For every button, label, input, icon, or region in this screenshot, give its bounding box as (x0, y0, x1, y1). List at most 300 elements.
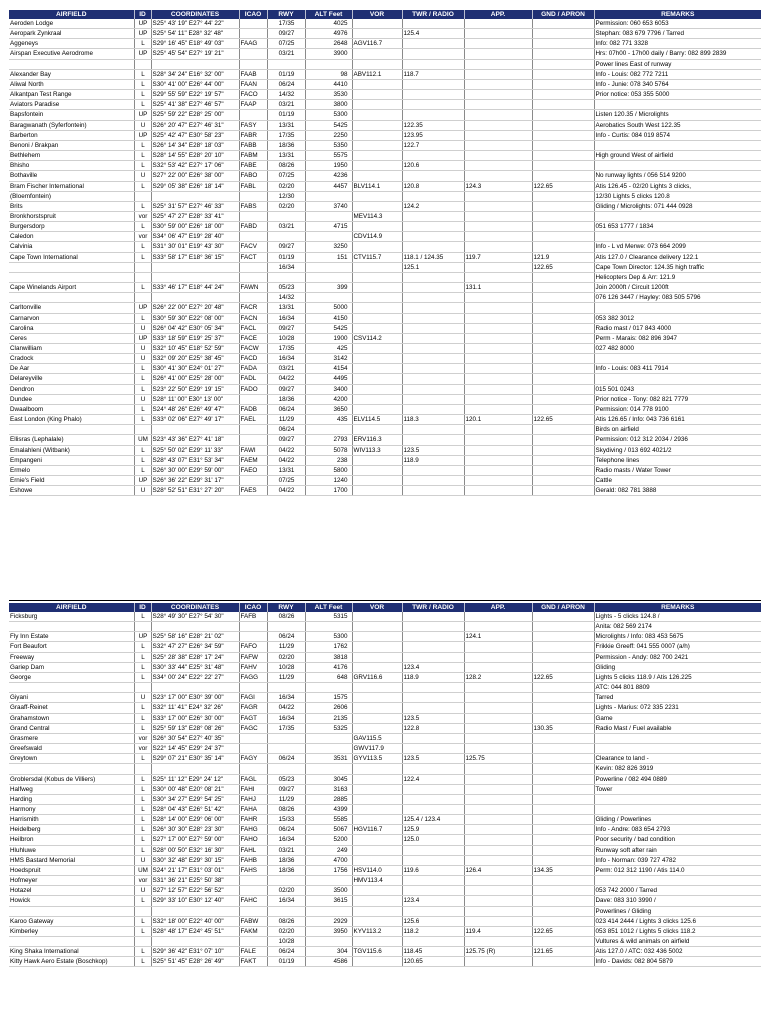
cell-remarks (594, 100, 761, 110)
cell-airfield: Bhisho (9, 161, 134, 171)
cell-app: 125.75 (R) (464, 947, 532, 957)
cell-rwy: 13/31 (267, 120, 305, 130)
cell-icao: FABE (239, 161, 267, 171)
cell-gnd-apron (532, 364, 594, 374)
cell-alt-feet: 2929 (305, 916, 352, 926)
table-row (9, 825, 761, 835)
cell-coordinates: S28° 49' 30" E27° 54' 30" (151, 612, 239, 622)
cell-coordinates: S23° 17' 00" E30° 39' 00" (151, 693, 239, 703)
cell-airfield (9, 59, 134, 69)
cell-twr-radio: 123.5 (402, 713, 464, 723)
cell-vor (352, 161, 402, 171)
cell-id: L (134, 642, 151, 652)
cell-airfield: Bram Fischer International (9, 181, 134, 191)
cell-icao: FAGY (239, 754, 267, 764)
cell-id: L (134, 845, 151, 855)
cell-id: L (134, 242, 151, 252)
cell-icao: FAHB (239, 855, 267, 865)
cell-app (464, 957, 532, 967)
cell-id: L (134, 794, 151, 804)
cell-alt-feet: 4495 (305, 374, 352, 384)
cell-alt-feet: 3400 (305, 384, 352, 394)
cell-twr-radio (402, 272, 464, 282)
cell-airfield: Alkantpan Test Range (9, 90, 134, 100)
cell-vor (352, 29, 402, 39)
cell-rwy: 01/19 (267, 957, 305, 967)
cell-twr-radio (402, 855, 464, 865)
cell-rwy: 03/21 (267, 100, 305, 110)
cell-twr-radio (402, 693, 464, 703)
header-icao: ICAO (239, 10, 267, 19)
cell-gnd-apron (532, 232, 594, 242)
cell-remarks: Info - Norman: 039 727 4782 (594, 855, 761, 865)
cell-remarks: Aerobatics South West 122.35 (594, 120, 761, 130)
cell-remarks: Hrs: 07h00 - 17h00 daily / Barry: 082 899 2839 (594, 49, 761, 59)
cell-remarks (594, 161, 761, 171)
cell-id: L (134, 161, 151, 171)
table-row (9, 876, 761, 886)
cell-coordinates: S28° 34' 24" E16° 32' 00" (151, 69, 239, 79)
cell-app (464, 171, 532, 181)
table-header (9, 10, 761, 19)
cell-rwy: 17/35 (267, 723, 305, 733)
cell-alt-feet: 5350 (305, 140, 352, 150)
cell-remarks: Clearance to land - (594, 754, 761, 764)
cell-coordinates: S32° 53' 42" E27° 17' 06" (151, 161, 239, 171)
cell-app (464, 222, 532, 232)
cell-vor (352, 19, 402, 29)
table-row (9, 323, 761, 333)
cell-rwy: 16/34 (267, 313, 305, 323)
cell-alt-feet: 4150 (305, 313, 352, 323)
cell-remarks: No runway lights / 056 514 9200 (594, 171, 761, 181)
table-row (9, 652, 761, 662)
cell-remarks: Perm: 012 312 1190 / Atis 114.0 (594, 865, 761, 875)
cell-airfield (9, 906, 134, 916)
cell-alt-feet: 3045 (305, 774, 352, 784)
cell-rwy: 04/22 (267, 445, 305, 455)
cell-coordinates: S26° 30' 54" E27° 40' 35" (151, 733, 239, 743)
cell-app (464, 876, 532, 886)
cell-alt-feet: 3800 (305, 100, 352, 110)
cell-icao: FALE (239, 947, 267, 957)
cell-id: UP (134, 19, 151, 29)
cell-id: UP (134, 49, 151, 59)
cell-alt-feet: 4154 (305, 364, 352, 374)
table-row (9, 344, 761, 354)
cell-gnd-apron: 122.65 (532, 415, 594, 425)
table-body (9, 19, 761, 496)
cell-alt-feet (305, 764, 352, 774)
cell-twr-radio (402, 703, 464, 713)
table-row (9, 39, 761, 49)
cell-gnd-apron (532, 764, 594, 774)
cell-icao: FABL (239, 181, 267, 191)
cell-gnd-apron (532, 445, 594, 455)
cell-rwy (267, 906, 305, 916)
cell-coordinates: S29° 33' 10" E30° 12' 40" (151, 896, 239, 906)
table-row (9, 19, 761, 29)
table-row (9, 415, 761, 425)
cell-twr-radio (402, 49, 464, 59)
cell-alt-feet: 4410 (305, 79, 352, 89)
cell-vor (352, 652, 402, 662)
cell-vor (352, 130, 402, 140)
cell-app (464, 662, 532, 672)
cell-remarks: Atis 126.65 / Info: 043 736 6161 (594, 415, 761, 425)
cell-app (464, 272, 532, 282)
cell-vor (352, 693, 402, 703)
cell-twr-radio: 125.6 (402, 916, 464, 926)
cell-coordinates: S28° 14' 00" E29° 06' 00" (151, 815, 239, 825)
cell-twr-radio (402, 323, 464, 333)
cell-vor (352, 713, 402, 723)
cell-remarks: 051 653 1777 / 1834 (594, 222, 761, 232)
cell-alt-feet: 1575 (305, 693, 352, 703)
cell-coordinates: S25° 51' 45" E28° 26' 49" (151, 957, 239, 967)
cell-alt-feet: 2648 (305, 39, 352, 49)
cell-app (464, 652, 532, 662)
cell-remarks: 12/30 Lights 5 clicks 120.8 (594, 191, 761, 201)
cell-remarks: Tower (594, 784, 761, 794)
cell-rwy: 18/36 (267, 140, 305, 150)
cell-id: UP (134, 632, 151, 642)
cell-rwy (267, 59, 305, 69)
cell-gnd-apron (532, 130, 594, 140)
cell-icao: FABB (239, 140, 267, 150)
cell-coordinates: S26° 36' 22" E29° 31' 17" (151, 476, 239, 486)
cell-airfield: Calvinia (9, 242, 134, 252)
cell-twr-radio (402, 612, 464, 622)
cell-coordinates: S29° 05' 38" E26° 18' 14" (151, 181, 239, 191)
cell-airfield: Ficksburg (9, 612, 134, 622)
cell-airfield: Alexander Bay (9, 69, 134, 79)
cell-twr-radio (402, 374, 464, 384)
cell-coordinates: S33° 46' 17" E18° 44' 24" (151, 283, 239, 293)
cell-alt-feet: 3500 (305, 886, 352, 896)
cell-twr-radio (402, 384, 464, 394)
cell-app (464, 896, 532, 906)
cell-app (464, 825, 532, 835)
cell-gnd-apron (532, 662, 594, 672)
cell-rwy (267, 744, 305, 754)
cell-remarks: Permission: 060 653 6053 (594, 19, 761, 29)
cell-twr-radio: 122.4 (402, 774, 464, 784)
cell-remarks: Gliding / Microlights: 071 444 0928 (594, 201, 761, 211)
cell-icao (239, 262, 267, 272)
cell-app (464, 59, 532, 69)
cell-icao: FADA (239, 364, 267, 374)
cell-twr-radio (402, 404, 464, 414)
cell-vor (352, 896, 402, 906)
cell-alt-feet: 435 (305, 415, 352, 425)
cell-rwy: 04/22 (267, 374, 305, 384)
cell-icao (239, 425, 267, 435)
cell-app: 119.7 (464, 252, 532, 262)
cell-icao: FAHO (239, 835, 267, 845)
cell-airfield: Carnarvon (9, 313, 134, 323)
cell-rwy: 10/28 (267, 333, 305, 343)
cell-remarks: Helicopters Dep & Arr: 121.9 (594, 272, 761, 282)
cell-airfield: Ceres (9, 333, 134, 343)
cell-vor (352, 272, 402, 282)
cell-twr-radio (402, 100, 464, 110)
table-row (9, 79, 761, 89)
cell-alt-feet: 1950 (305, 161, 352, 171)
cell-icao (239, 110, 267, 120)
cell-icao: FAHS (239, 865, 267, 875)
cell-gnd-apron (532, 784, 594, 794)
cell-gnd-apron (532, 835, 594, 845)
cell-remarks: Prior notice - Tony: 082 821 7779 (594, 394, 761, 404)
cell-vor: KYV113.2 (352, 926, 402, 936)
cell-alt-feet: 5000 (305, 303, 352, 313)
cell-rwy: 01/19 (267, 252, 305, 262)
cell-airfield (9, 683, 134, 693)
cell-app (464, 622, 532, 632)
cell-rwy: 06/24 (267, 404, 305, 414)
cell-app: 128.2 (464, 672, 532, 682)
cell-icao: FAES (239, 486, 267, 496)
cell-app (464, 110, 532, 120)
cell-app: 125.75 (464, 754, 532, 764)
table-row (9, 404, 761, 414)
cell-id: L (134, 201, 151, 211)
cell-alt-feet: 3900 (305, 49, 352, 59)
cell-id: UM (134, 435, 151, 445)
cell-vor (352, 723, 402, 733)
cell-vor: ELV114.5 (352, 415, 402, 425)
cell-app (464, 69, 532, 79)
cell-app (464, 151, 532, 161)
cell-airfield (9, 272, 134, 282)
cell-remarks: Info: 082 771 3328 (594, 39, 761, 49)
table-row (9, 181, 761, 191)
cell-app: 131.1 (464, 283, 532, 293)
cell-remarks: Lights 5 clicks 118.9 / Atis 126.225 (594, 672, 761, 682)
cell-coordinates: S23° 22' 50" E29° 19' 15" (151, 384, 239, 394)
cell-icao: FAGI (239, 693, 267, 703)
cell-coordinates (151, 59, 239, 69)
cell-app (464, 642, 532, 652)
cell-id (134, 906, 151, 916)
cell-rwy: 04/22 (267, 455, 305, 465)
cell-remarks: Kevin: 082 826 3919 (594, 764, 761, 774)
cell-vor (352, 201, 402, 211)
cell-twr-radio: 122.8 (402, 723, 464, 733)
cell-app (464, 486, 532, 496)
cell-airfield: HMS Bastard Memorial (9, 855, 134, 865)
cell-id: L (134, 455, 151, 465)
cell-rwy: 08/26 (267, 161, 305, 171)
table-row (9, 242, 761, 252)
cell-vor (352, 293, 402, 303)
cell-icao (239, 632, 267, 642)
cell-gnd-apron (532, 201, 594, 211)
cell-twr-radio: 123.95 (402, 130, 464, 140)
cell-vor (352, 465, 402, 475)
cell-alt-feet: 5200 (305, 835, 352, 845)
cell-vor (352, 283, 402, 293)
cell-vor (352, 100, 402, 110)
cell-id: L (134, 151, 151, 161)
cell-rwy: 13/31 (267, 465, 305, 475)
cell-twr-radio (402, 242, 464, 252)
cell-airfield: Dendron (9, 384, 134, 394)
cell-vor: WIV113.3 (352, 445, 402, 455)
cell-app (464, 191, 532, 201)
table-header (9, 603, 761, 612)
cell-icao: FAHV (239, 662, 267, 672)
cell-vor (352, 784, 402, 794)
table-row (9, 632, 761, 642)
cell-remarks: Tarred (594, 693, 761, 703)
cell-gnd-apron (532, 774, 594, 784)
cell-remarks: ATC: 044 801 8809 (594, 683, 761, 693)
cell-rwy: 13/31 (267, 151, 305, 161)
cell-icao (239, 733, 267, 743)
cell-id: L (134, 100, 151, 110)
cell-icao: FAKM (239, 926, 267, 936)
cell-id: L (134, 374, 151, 384)
cell-icao: FAHI (239, 784, 267, 794)
cell-remarks (594, 140, 761, 150)
table-row (9, 29, 761, 39)
cell-app (464, 364, 532, 374)
table-row (9, 110, 761, 120)
airfield-table-1 (9, 10, 761, 496)
cell-vor (352, 906, 402, 916)
cell-twr-radio (402, 283, 464, 293)
cell-gnd-apron (532, 283, 594, 293)
cell-id: L (134, 415, 151, 425)
cell-twr-radio: 118.3 (402, 415, 464, 425)
cell-twr-radio (402, 652, 464, 662)
cell-icao: FAEL (239, 415, 267, 425)
cell-remarks: Poor security / bad condition (594, 835, 761, 845)
cell-icao: FAGC (239, 723, 267, 733)
cell-twr-radio (402, 804, 464, 814)
cell-id: U (134, 486, 151, 496)
cell-id: UP (134, 29, 151, 39)
cell-twr-radio (402, 876, 464, 886)
cell-airfield: Emalahleni (Witbank) (9, 445, 134, 455)
cell-alt-feet: 151 (305, 252, 352, 262)
cell-airfield: Dwaalboom (9, 404, 134, 414)
cell-coordinates: S28° 43' 07" E31° 53' 34" (151, 455, 239, 465)
cell-coordinates: S29° 16' 45" E18° 49' 03" (151, 39, 239, 49)
cell-vor (352, 455, 402, 465)
cell-vor (352, 957, 402, 967)
cell-vor (352, 845, 402, 855)
cell-vor (352, 374, 402, 384)
cell-coordinates: S25° 59' 22" E28° 25' 00" (151, 110, 239, 120)
cell-twr-radio (402, 622, 464, 632)
cell-app (464, 465, 532, 475)
cell-app (464, 445, 532, 455)
cell-icao: FABW (239, 916, 267, 926)
cell-id: U (134, 323, 151, 333)
cell-rwy: 11/29 (267, 794, 305, 804)
cell-id: L (134, 222, 151, 232)
cell-gnd-apron (532, 876, 594, 886)
cell-alt-feet: 425 (305, 344, 352, 354)
cell-icao: FASY (239, 120, 267, 130)
cell-app (464, 764, 532, 774)
cell-airfield: Bapsfontein (9, 110, 134, 120)
table-row (9, 232, 761, 242)
cell-vor (352, 835, 402, 845)
header-gnd-apron: GND / APRON (532, 603, 594, 612)
cell-airfield: Harrismith (9, 815, 134, 825)
cell-coordinates: S25° 59' 13" E28° 08' 26" (151, 723, 239, 733)
cell-gnd-apron (532, 69, 594, 79)
cell-alt-feet: 3530 (305, 90, 352, 100)
cell-twr-radio (402, 191, 464, 201)
cell-remarks: Lights - Marius: 072 335 2231 (594, 703, 761, 713)
cell-rwy: 06/24 (267, 632, 305, 642)
cell-alt-feet: 4399 (305, 804, 352, 814)
cell-twr-radio (402, 784, 464, 794)
table-row (9, 374, 761, 384)
cell-icao (239, 764, 267, 774)
cell-id: L (134, 713, 151, 723)
cell-twr-radio (402, 313, 464, 323)
cell-twr-radio (402, 344, 464, 354)
cell-alt-feet (305, 425, 352, 435)
cell-rwy (267, 622, 305, 632)
table-row (9, 662, 761, 672)
cell-gnd-apron (532, 642, 594, 652)
table-row (9, 49, 761, 59)
cell-rwy: 06/24 (267, 79, 305, 89)
cell-vor (352, 242, 402, 252)
cell-twr-radio (402, 845, 464, 855)
cell-twr-radio: 125.9 (402, 825, 464, 835)
cell-twr-radio: 118.1 / 124.35 (402, 252, 464, 262)
cell-icao: FAHA (239, 804, 267, 814)
cell-coordinates: S25° 47' 27" E28° 33' 41" (151, 211, 239, 221)
cell-remarks: Vultures & wild animals on airfield (594, 937, 761, 947)
cell-airfield: Caledon (9, 232, 134, 242)
cell-icao: FADB (239, 404, 267, 414)
cell-gnd-apron (532, 79, 594, 89)
cell-coordinates: S30° 59' 00" E26° 18' 00" (151, 222, 239, 232)
cell-airfield: Grasmere (9, 733, 134, 743)
cell-twr-radio (402, 886, 464, 896)
table-row (9, 804, 761, 814)
cell-coordinates (151, 293, 239, 303)
cell-coordinates: S27° 12' 57" E22° 56' 52" (151, 886, 239, 896)
cell-vor (352, 764, 402, 774)
cell-remarks: Info - Davids: 082 804 5879 (594, 957, 761, 967)
cell-remarks: Info - Louis: 082 772 7211 (594, 69, 761, 79)
cell-vor (352, 79, 402, 89)
cell-icao: FADO (239, 384, 267, 394)
table-row (9, 140, 761, 150)
cell-rwy: 16/34 (267, 835, 305, 845)
cell-remarks: 053 382 3012 (594, 313, 761, 323)
cell-gnd-apron (532, 354, 594, 364)
cell-coordinates (151, 262, 239, 272)
cell-app (464, 703, 532, 713)
cell-app (464, 733, 532, 743)
cell-vor: GRV116.6 (352, 672, 402, 682)
header-airfield: AIRFIELD (9, 603, 134, 612)
cell-twr-radio: 118.2 (402, 926, 464, 936)
cell-twr-radio: 118.9 (402, 455, 464, 465)
cell-rwy: 16/34 (267, 693, 305, 703)
